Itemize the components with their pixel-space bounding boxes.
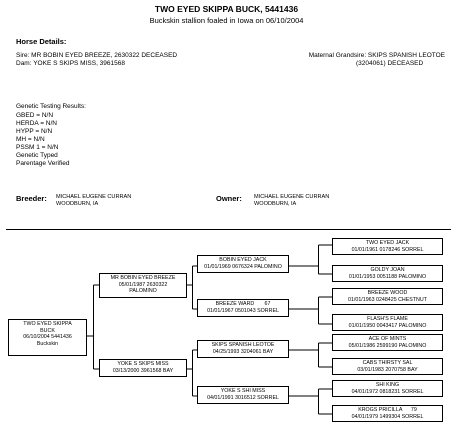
dam-info: 03/13/2000 3961568 BAY <box>112 367 174 374</box>
subject-info: 06/10/2004 5441436 <box>23 334 72 340</box>
sss-info: 01/01/1961 0178246 SORREL <box>351 246 424 253</box>
maternal-grandsire-id: (3204061) DECEASED <box>356 60 424 67</box>
pedigree-ddd <box>332 405 443 422</box>
breeder-label: Breeder: <box>16 194 47 203</box>
ddd-info: 04/01/1979 1499304 SORREL <box>351 413 424 420</box>
dd-name: YOKE S SHI MISS <box>220 388 266 394</box>
pedigree-sire <box>99 273 187 298</box>
dsd-name: CABS THIRSTY SAL <box>362 360 413 366</box>
subject-name-1: TWO EYED SKIPPA <box>23 321 72 327</box>
dds-name: SHI KING <box>375 382 400 388</box>
owner-location: WOODBURN, IA <box>254 201 297 207</box>
pedigree-dds <box>332 380 443 397</box>
ssd-info: 01/01/1953 0051188 PALOMINO <box>348 273 427 280</box>
sss-name: TWO EYED JACK <box>365 240 410 246</box>
genetic-pssm1: PSSM 1 = N/N <box>16 144 59 151</box>
maternal-grandsire-line: Maternal Grandsire: SKIPS SPANISH LEOTOE <box>308 52 445 59</box>
sire-line: Sire: MR BOBIN EYED BREEZE, 2630322 DECEASED <box>16 52 178 59</box>
ss-info: 01/01/1969 0676324 PALOMINO <box>204 263 282 270</box>
dd-info: 04/01/1991 3016512 SORREL <box>207 394 279 401</box>
ddd-name: KROGS PRICILLA 79 <box>358 407 417 413</box>
subject-name-2: BUCK <box>40 327 55 334</box>
breeder-location: WOODBURN, IA <box>56 201 99 207</box>
sire-name: MR BOBIN EYED BREEZE <box>110 275 176 281</box>
sire-color: PALOMINO <box>129 288 157 294</box>
dam-name: YOKE S SKIPS MISS <box>117 361 169 367</box>
pedigree-sire-sire <box>197 255 289 273</box>
pedigree-dam-sire <box>197 340 289 358</box>
dss-name: ACE OF MINTS <box>368 336 407 342</box>
pedigree-sire-dam <box>197 299 289 317</box>
subject-color: Buckskin <box>36 340 59 347</box>
page-subtitle: Buckskin stallion foaled in Iowa on 06/10/2004 <box>149 16 304 25</box>
dam-line: Dam: YOKE S SKIPS MISS, 3961568 <box>16 60 125 67</box>
pedigree-subject <box>8 319 87 356</box>
pedigree-dss <box>332 334 443 351</box>
parentage-verified: Parentage Verified <box>16 160 70 167</box>
genetic-hypp: HYPP = N/N <box>16 128 53 135</box>
genetic-mh: MH = N/N <box>16 136 45 143</box>
horse-details-heading: Horse Details: <box>16 37 67 46</box>
dds-info: 04/01/1972 0818231 SORREL <box>351 388 424 395</box>
pedigree-sds <box>332 288 443 305</box>
page-title: TWO EYED SKIPPA BUCK, 5441436 <box>154 4 299 14</box>
pedigree-dam <box>99 359 187 377</box>
pedigree-dsd <box>332 358 443 375</box>
sd-info: 01/01/1967 0501043 SORREL <box>207 307 279 314</box>
pedigree-dam-dam <box>197 386 289 404</box>
owner-name: MICHAEL EUGENE CURRAN <box>254 194 330 200</box>
pedigree-ssd <box>332 265 443 282</box>
breeder-name: MICHAEL EUGENE CURRAN <box>56 194 132 200</box>
ss-name: BOBIN EYED JACK <box>219 257 267 263</box>
sds-info: 01/01/1963 0248425 CHESTNUT <box>348 296 427 303</box>
sdd-name: FLASH'S FLAME <box>367 316 408 322</box>
ds-name: SKIPS SPANISH LEOTOE <box>211 342 275 348</box>
sds-name: BREEZE WOOD <box>367 290 408 296</box>
genetic-gbed: GBED = N/N <box>16 112 54 119</box>
sdd-info: 01/01/1950 0043417 PALOMINO <box>348 322 427 329</box>
ds-info: 04/25/1993 3204061 BAY <box>212 348 274 355</box>
owner-label: Owner: <box>216 194 242 203</box>
genetic-typed: Genetic Typed <box>16 152 58 159</box>
ssd-name: GOLDY JOAN <box>370 267 405 273</box>
dsd-info: 03/01/1983 2070758 BAY <box>357 366 418 373</box>
sire-info: 05/01/1987 2630322 <box>118 281 168 288</box>
genetic-herda: HERDA = N/N <box>16 120 57 127</box>
pedigree-sdd <box>332 314 443 331</box>
sd-name: BREEZE WARD 67 <box>215 301 271 307</box>
pedigree-sss <box>332 238 443 255</box>
genetic-heading: Genetic Testing Results: <box>16 103 86 110</box>
dss-info: 05/01/1986 2599190 PALOMINO <box>348 342 427 349</box>
